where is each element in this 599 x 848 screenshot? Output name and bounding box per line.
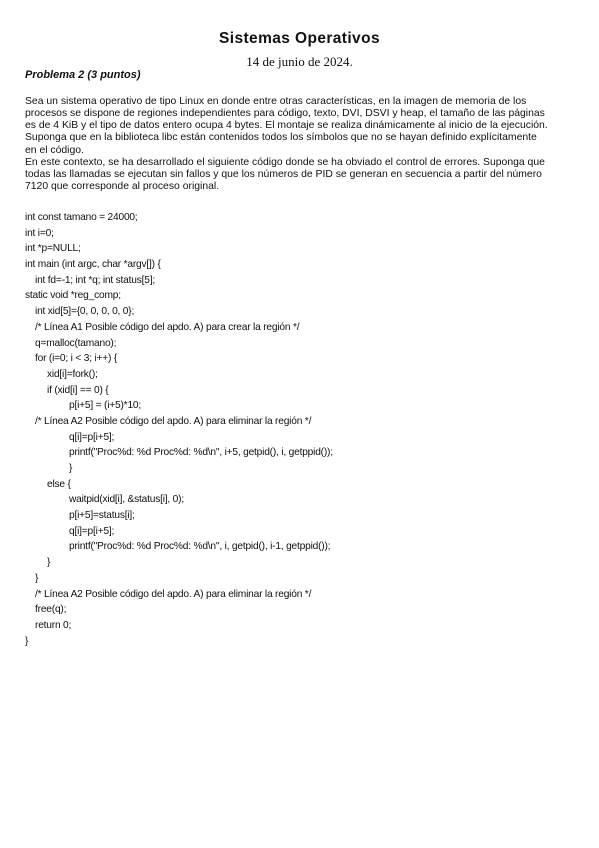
code-line: waitpid(xid[i], &status[i], 0); [69,494,184,506]
statement-line: Sea un sistema operativo de tipo Linux en donde entre otras características, en la imagen de memoria de los [25,96,527,107]
code-line: p[i+5]=status[i]; [69,510,135,522]
problem-heading: Problema 2 (3 puntos) [25,69,141,81]
statement-line: en el código. [25,144,84,156]
code-line: int *p=NULL; [25,243,81,255]
code-line: q[i]=p[i+5]; [69,431,115,443]
code-line: } [35,572,39,584]
statement-line: 7120 que corresponde al proceso original. [25,181,220,193]
code-line: else { [47,478,71,490]
code-line: q[i]=p[i+5]; [69,525,115,537]
code-listing [25,210,585,649]
code-line: q=malloc(tamano); [35,337,117,349]
code-line: p[i+5] = (i+5)*10; [69,400,142,412]
document-date: 14 de junio de 2024. [246,54,353,69]
code-line: for (i=0; i < 3; i++) { [35,353,118,365]
statement-line: todas las llamadas se ejecutan sin fallos y que los números de PID se generan en secuencia a partir del número [25,168,542,180]
code-line: xid[i]=fork(); [47,368,98,380]
code-line: static void *reg_comp; [25,290,121,302]
statement-line: Suponga que en la biblioteca libc están contenidos todos los símbolos que no se hayan definido explícitamente [25,132,537,144]
code-line: int main (int argc, char *argv[]) { [25,259,161,271]
code-line: } [47,557,51,569]
statement-line: es de 4 KiB y el tipo de datos entero ocupa 4 bytes. El montaje se realiza dinámicamente al inicio de la ejecución. [25,120,548,132]
statement-line: En este contexto, se ha desarrollado el siguiente código donde se ha obviado el control de errores. Suponga que [25,156,545,168]
document-title: Sistemas Operativos [219,30,380,47]
code-line: printf("Proc%d: %d Proc%d: %d\n", i+5, getpid(), i, getppid()); [69,447,333,459]
code-line: /* Línea A1 Posible código del apdo. A) para crear la región */ [35,321,300,333]
code-line: } [69,463,73,474]
statement-line: procesos se dispone de regiones independientes para código, texto, DVI, DSVI y heap, el tamaño de las páginas [25,108,545,120]
code-line: int fd=-1; int *q; int status[5]; [35,274,155,286]
code-line: int xid[5]={0, 0, 0, 0, 0}; [35,306,135,318]
problem-statement [25,96,581,193]
code-line: printf("Proc%d: %d Proc%d: %d\n", i, getpid(), i-1, getppid()); [69,541,331,553]
code-line: free(q); [35,604,67,616]
code-line: /* Línea A2 Posible código del apdo. A) para eliminar la región */ [35,415,312,427]
code-line: int const tamano = 24000; [25,212,138,223]
code-line: int i=0; [25,227,54,239]
code-line: if (xid[i] == 0) { [47,384,109,396]
code-line: } [25,635,29,647]
code-line: /* Línea A2 Posible código del apdo. A) para eliminar la región */ [35,588,312,600]
code-line: return 0; [35,619,72,631]
